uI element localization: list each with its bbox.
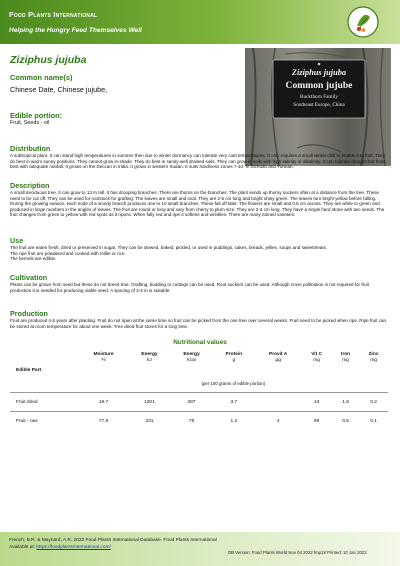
db-version: DB Version: Food Plants World Nov 04 2022 fmp19 Printed: 10 Jan 2023 — [228, 550, 367, 555]
org-name: Food Plants International — [9, 10, 98, 19]
col-header: Vit C mg — [311, 352, 323, 363]
sign-line-1: Ziziphus jujuba — [291, 68, 347, 77]
col-header: Energy kcal — [183, 352, 200, 363]
col-header: Moisture % — [93, 352, 114, 363]
common-names-label: Common name(s) — [10, 73, 73, 82]
tagline: Helping the Hungry Feed Themselves Well — [9, 27, 142, 34]
col-header: Provit A µg — [269, 352, 288, 363]
section-description-text: A small deciduous tree. It can grow to 13 m tall. It has drooping branches. There are thorns on the branches. The plant sends up thorny suckers often at a distance from the tree. These need to be cut off. They can be used for rootstock for grafting. The leaves are small and oval. They are 2-5 cm long and bright shiny green. The leaves turn bright yellow before falling. During the growing season, each node of a woody branch produces one to 10 small branches. These fall off later. The flowers are small and 0.5 cm across. They are white to green and produced in large numbers in the angles of leaves. The fruit are round or long and vary from cherry to plum size. They are 2-3 cm long. They have a single hard stone with two seeds. The fruit changes from green to yellow with red spots as it ripens. When fully red and ripe it softens and wrinkles. There are many named varieties. — [10, 190, 385, 218]
citation: French, B.R. & Maynard, A.R. 2022 Food Plants International Database. Food Plants International — [9, 538, 217, 543]
table-row: Fruit - raw 77.9 331 79 1.2 4 69 0.5 0.1 — [10, 412, 388, 431]
sign-line-4: Southeast Europe, China — [293, 102, 345, 108]
section-distribution-title: Distribution — [10, 144, 51, 153]
header-banner — [0, 0, 400, 44]
sign-line-2: Common jujube — [285, 80, 353, 91]
source-link[interactable]: https://foodplantsinternational.com/ — [36, 545, 111, 550]
sign-line-3: Buckthorn Family — [300, 94, 338, 100]
col-header: Protein g — [225, 352, 243, 363]
per-portion-note: (per 100 grams of edible portion) — [201, 380, 266, 386]
table-row: Fruit dried 19.7 1201 287 3.7 13 1.8 0.2 — [10, 393, 388, 412]
section-production-text: Fruit are produced 4-5 years after planting. Fruit do not ripen at the same time so fruit can be picked from the one tree over several weeks. Fruit need to be picked when ripe. Ripe fruit can be stored at room temperature for about one week. Tree dried fruit stores for a long time. — [10, 318, 387, 329]
scientific-name: Ziziphus jujuba — [10, 54, 87, 66]
common-names: Chinese Date, Chinese jujube, — [10, 85, 108, 94]
section-distribution-text: A subtropical plant. It can stand high temperatures in summer then due to winter dormancy can tolerate very cold temperatures. It only requires a small winter chill to enable it to fruit. They do best in warm sunny positions. They cannot grow in shade. They do best in sandy well drained soils. They can grow in soils with high salinity or alkalinity. It can tolerate drought but fruits best with adequate rainfall. It grows on the Deccan in India. It grows in western Sudan. It suits hardiness zones 7-10. In Sichuan and Yunnan. — [10, 153, 386, 170]
section-cultivation-text: Plants can be grown from seed but these do not breed true. Grafting, budding or cuttings can be used. Root suckers can be used. Although cross pollination is not required for fruit production it is needed for producing viable seed. A spacing of 3-4 m is suitable. — [10, 282, 369, 293]
section-use-title: Use — [10, 236, 24, 245]
col-header: Iron mg — [341, 352, 351, 363]
section-use-text: The fruit are eaten fresh, dried or preserved in sugar. They can be stewed, baked, pickled, or used in puddings, cakes, breads, jellies, soups and sweetmeats. The ripe fruit are powdered and cooked with millet or rice. The kernels are edible. — [10, 245, 328, 262]
col-header: Energy kJ — [141, 352, 158, 363]
section-description-title: Description — [10, 181, 50, 190]
available-at: Available at: https://foodplantsinternational.com/ — [9, 545, 111, 550]
col-header-part: Edible Part — [16, 368, 42, 373]
section-cultivation-title: Cultivation — [10, 273, 48, 282]
nutrition-table — [10, 352, 388, 430]
fpi-logo — [347, 6, 379, 38]
nutrition-title: Nutritional values — [173, 339, 227, 346]
edible-portion: Fruit, Seeds - oil — [10, 120, 50, 126]
col-header: Zinc mg — [368, 352, 379, 363]
edible-portion-label: Edible portion: — [10, 111, 63, 120]
section-production-title: Production — [10, 309, 48, 318]
